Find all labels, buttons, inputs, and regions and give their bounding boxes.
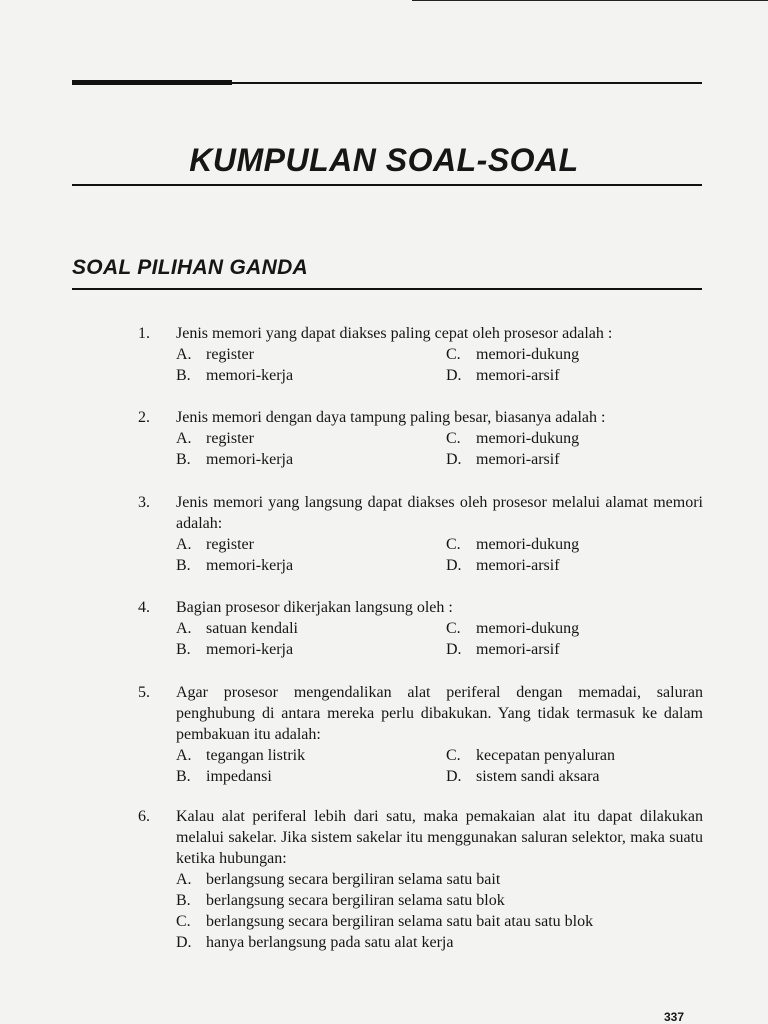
question-2: [138, 407, 703, 470]
header-thick-rule: [72, 80, 232, 85]
option-c: C. memori-dukung: [446, 430, 580, 447]
option-list: [176, 869, 703, 953]
section-underline: [72, 288, 702, 290]
option-d: D. memori-arsif: [446, 451, 560, 468]
option-c: C. memori-dukung: [446, 620, 580, 637]
option-b: B. memori-kerja: [176, 451, 294, 468]
question-3: [138, 492, 703, 576]
option-list: [176, 428, 703, 470]
question-number: 1.: [138, 325, 150, 342]
option-a: A. berlangsung secara bergiliran selama satu bait: [176, 871, 501, 888]
option-a: A. tegangan listrik: [176, 747, 306, 764]
option-d: D. sistem sandi aksara: [446, 768, 600, 785]
option-a: A. register: [176, 430, 254, 447]
option-a: A. register: [176, 536, 254, 553]
question-text: Kalau alat periferal lebih dari satu, maka pemakaian alat itu dapat dilakukan melalui sakelar. Jika sistem sakelar itu menggunakan saluran selektor, maka suatu ketika hubungan:: [176, 808, 703, 867]
option-b: B. berlangsung secara bergiliran selama satu blok: [176, 892, 505, 909]
question-number: 6.: [138, 808, 150, 825]
option-list: [176, 344, 703, 386]
option-list: [176, 534, 703, 576]
question-1: [138, 323, 703, 386]
question-number: 5.: [138, 684, 150, 701]
question-number: 4.: [138, 599, 150, 616]
option-c: C. memori-dukung: [446, 346, 580, 363]
option-d: D. memori-arsif: [446, 557, 560, 574]
option-b: B. impedansi: [176, 768, 272, 785]
option-list: [176, 745, 703, 787]
top-edge-rule: [412, 0, 768, 1]
option-d: D. memori-arsif: [446, 641, 560, 658]
question-6: [138, 806, 703, 953]
question-text: Jenis memori dengan daya tampung paling besar, biasanya adalah :: [176, 409, 606, 426]
option-c: C. berlangsung secara bergiliran selama satu bait atau satu blok: [176, 913, 594, 930]
option-d: D. memori-arsif: [446, 367, 560, 384]
option-b: B. memori-kerja: [176, 367, 294, 384]
question-number: 2.: [138, 409, 150, 426]
option-d: D. hanya berlangsung pada satu alat kerja: [176, 934, 454, 951]
option-b: B. memori-kerja: [176, 557, 294, 574]
option-a: A. register: [176, 346, 254, 363]
option-c: C. kecepatan penyaluran: [446, 747, 616, 764]
question-text: Jenis memori yang langsung dapat diakses oleh prosesor melalui alamat memori adalah:: [176, 494, 703, 532]
page-title: KUMPULAN SOAL-SOAL: [189, 142, 579, 178]
question-text: Agar prosesor mengendalikan alat periferal dengan memadai, saluran penghubung di antara mereka perlu dibakukan. Yang tidak termasuk ke dalam pembakuan itu adalah:: [176, 684, 703, 743]
section-title: SOAL PILIHAN GANDA: [72, 256, 309, 279]
title-underline: [72, 184, 702, 186]
question-number: 3.: [138, 494, 150, 511]
option-b: B. memori-kerja: [176, 641, 294, 658]
header-thin-rule: [232, 82, 702, 84]
question-text: Jenis memori yang dapat diakses paling cepat oleh prosesor adalah :: [176, 325, 613, 342]
question-text: Bagian prosesor dikerjakan langsung oleh :: [176, 599, 453, 616]
question-4: [138, 597, 703, 660]
page-number: 337: [664, 1010, 685, 1024]
option-list: [176, 618, 703, 660]
question-5: [138, 682, 703, 787]
option-a: A. satuan kendali: [176, 620, 298, 637]
option-c: C. memori-dukung: [446, 536, 580, 553]
